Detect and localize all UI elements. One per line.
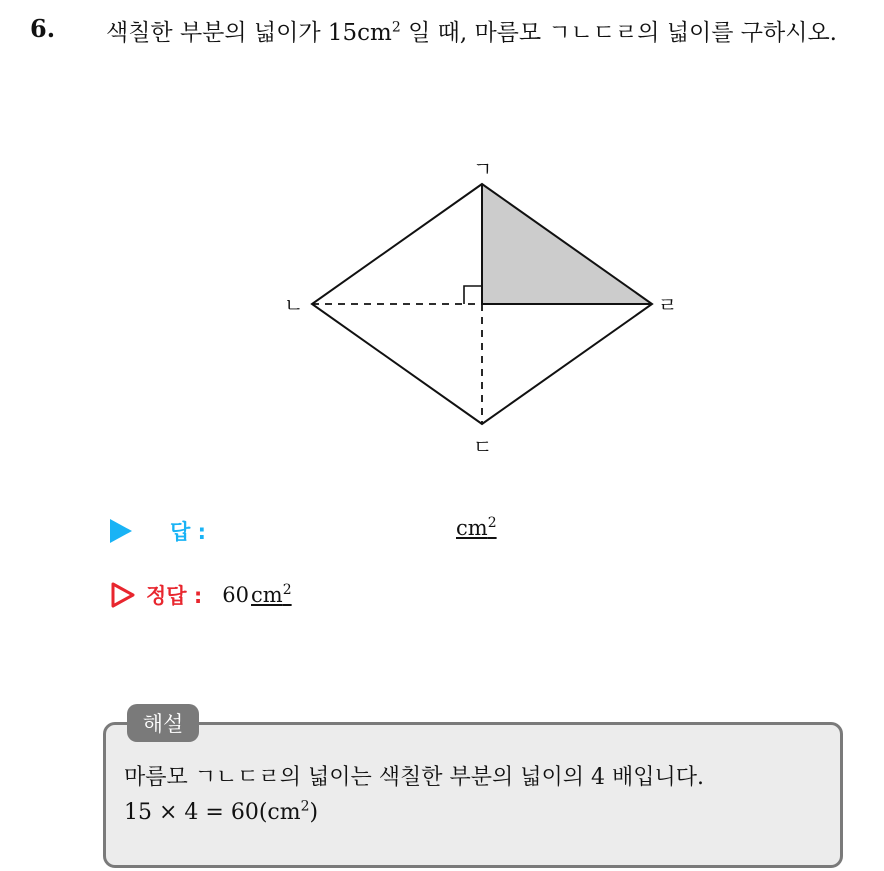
question-superscript: 2 — [391, 19, 401, 36]
answer-row — [110, 514, 610, 548]
correct-unit-text: cm — [251, 583, 283, 607]
explanation-box — [103, 722, 843, 868]
play-triangle-icon — [110, 519, 132, 543]
explanation-line2-before: 15 × 4 = 60(cm — [124, 800, 301, 825]
question-number: 6. — [30, 14, 56, 43]
vertex-label-left: ㄴ — [284, 293, 304, 317]
question-text-after: 일 때, 마름모 ㄱㄴㄷㄹ의 넓이를 구하시오. — [400, 20, 837, 46]
explanation-line-2 — [124, 800, 318, 825]
question-text — [106, 14, 866, 52]
correct-answer-row — [110, 578, 610, 612]
correct-unit-sup: 2 — [282, 582, 292, 598]
vertex-label-right: ㄹ — [658, 293, 678, 317]
outline-triangle-icon — [110, 582, 136, 608]
vertex-label-top: ㄱ — [473, 157, 493, 181]
rhombus-figure — [270, 150, 700, 470]
answer-unit[interactable] — [456, 516, 497, 540]
answer-unit-sup: 2 — [487, 515, 497, 531]
explanation-line2-sup: 2 — [300, 798, 310, 815]
explanation-line2-after: ) — [309, 800, 319, 825]
vertex-label-bottom: ㄷ — [473, 435, 493, 459]
correct-answer-value — [222, 583, 291, 607]
correct-answer-label: 정답 : — [146, 584, 203, 608]
answer-unit-text: cm — [456, 516, 488, 540]
correct-value-number: 60 — [222, 583, 250, 607]
explanation-line-1: 마름모 ㄱㄴㄷㄹ의 넓이는 색칠한 부분의 넓이의 4 배입니다. — [124, 765, 704, 790]
answer-label: 답 : — [170, 520, 206, 544]
question-text-before: 색칠한 부분의 넓이가 15cm — [106, 20, 392, 46]
right-angle-mark — [464, 286, 482, 304]
explanation-tab: 해설 — [127, 704, 199, 742]
